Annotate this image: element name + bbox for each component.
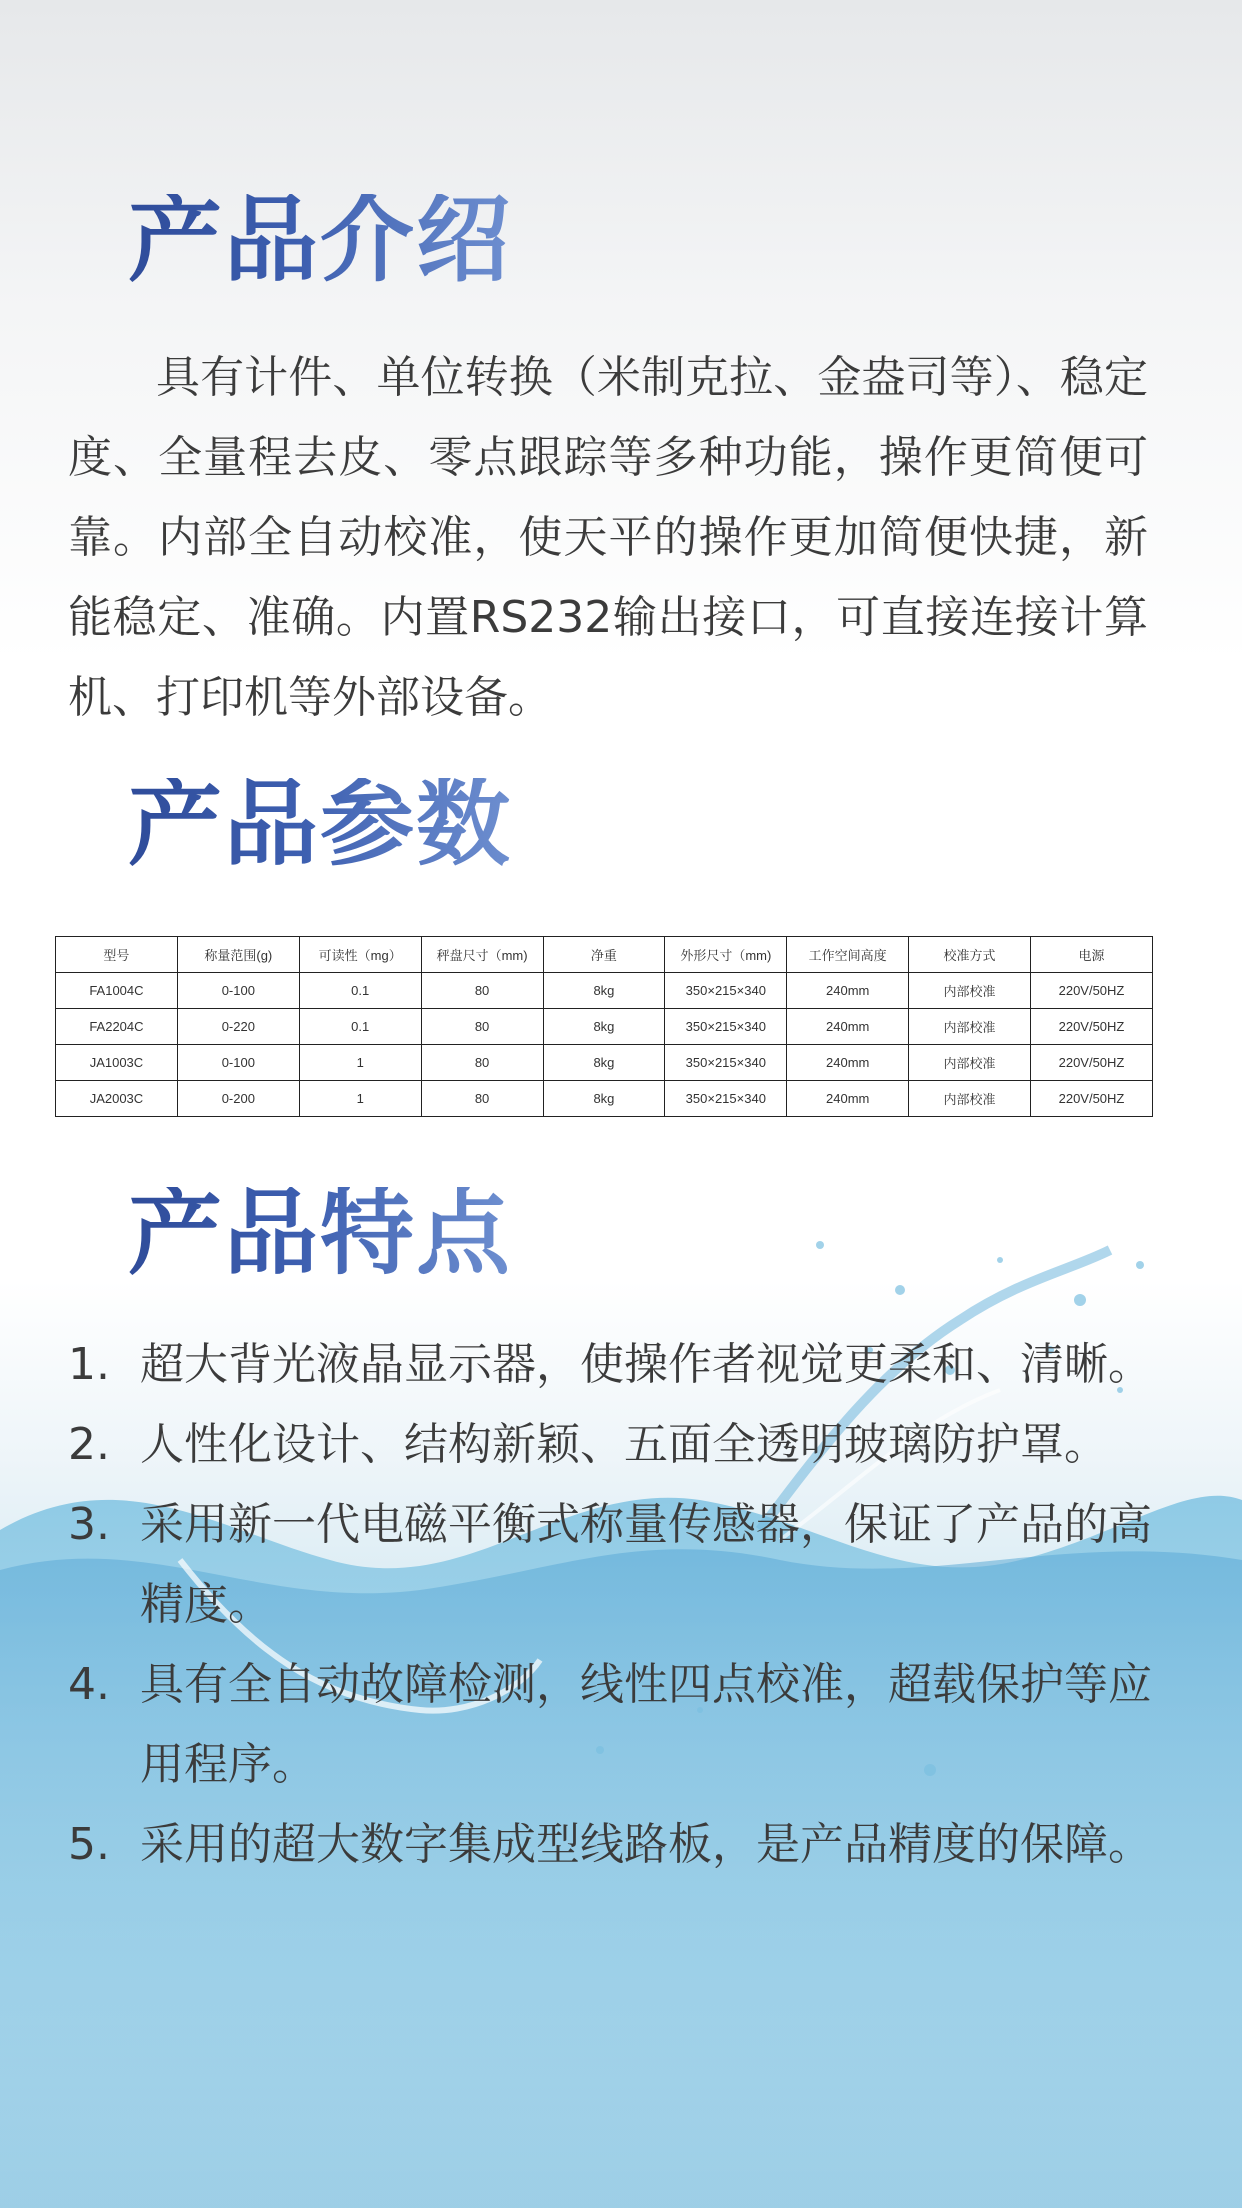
- header-readability: 可读性（mg）: [299, 937, 421, 973]
- list-item: [68, 1805, 1158, 1885]
- table-cell: JA2003C: [56, 1081, 178, 1117]
- list-item-number: 5.: [68, 1819, 110, 1870]
- header-dimensions: 外形尺寸（mm): [665, 937, 787, 973]
- table-cell: 350×215×340: [665, 1081, 787, 1117]
- table-cell: 80: [421, 1045, 543, 1081]
- list-item: [68, 1405, 1158, 1485]
- table-row: [56, 1045, 1153, 1081]
- table-cell: 8kg: [543, 1081, 665, 1117]
- table-cell: 内部校准: [909, 1045, 1031, 1081]
- table-cell: 220V/50HZ: [1031, 1045, 1153, 1081]
- list-item-text: 采用新一代电磁平衡式称量传感器，保证了产品的高精度。: [140, 1499, 1152, 1630]
- table-cell: 350×215×340: [665, 1045, 787, 1081]
- list-item-number: 2.: [68, 1419, 110, 1470]
- table-row: [56, 973, 1153, 1009]
- table-cell: 内部校准: [909, 1081, 1031, 1117]
- list-item-number: 1.: [68, 1339, 110, 1390]
- table-cell: 240mm: [787, 1045, 909, 1081]
- section-title-intro: 产品介绍: [128, 186, 513, 295]
- table-cell: 0-100: [177, 1045, 299, 1081]
- table-cell: 220V/50HZ: [1031, 1009, 1153, 1045]
- section-title-params: 产品参数: [128, 770, 513, 879]
- table-cell: 220V/50HZ: [1031, 973, 1153, 1009]
- header-net-weight: 净重: [543, 937, 665, 973]
- list-item-text: 具有全自动故障检测，线性四点校准，超载保护等应用程序。: [140, 1659, 1152, 1790]
- table-cell: 0-200: [177, 1081, 299, 1117]
- table-cell: FA1004C: [56, 973, 178, 1009]
- list-item: [68, 1485, 1158, 1645]
- table-cell: 0-100: [177, 973, 299, 1009]
- table-header-row: [56, 937, 1153, 973]
- table-cell: 240mm: [787, 1081, 909, 1117]
- intro-paragraph: 具有计件、单位转换（米制克拉、金盎司等）、稳定度、全量程去皮、零点跟踪等多种功能，操作更简便可靠。内部全自动校准，使天平的操作更加简便快捷，新能稳定、准确。内置RS232输出接口，可直接连接计算机、打印机等外部设备。: [68, 352, 1148, 723]
- list-item-number: 4.: [68, 1659, 110, 1710]
- list-item-number: 3.: [68, 1499, 110, 1550]
- list-item-text: 超大背光液晶显示器，使操作者视觉更柔和、清晰。: [140, 1339, 1152, 1390]
- table-cell: 240mm: [787, 973, 909, 1009]
- table-cell: 80: [421, 973, 543, 1009]
- header-calibration: 校准方式: [909, 937, 1031, 973]
- table-cell: 240mm: [787, 1009, 909, 1045]
- table-cell: 350×215×340: [665, 1009, 787, 1045]
- table-cell: 内部校准: [909, 1009, 1031, 1045]
- spec-table: [55, 936, 1153, 1117]
- header-range: 称量范围(g): [177, 937, 299, 973]
- header-pan-size: 秤盘尺寸（mm): [421, 937, 543, 973]
- list-item: [68, 1645, 1158, 1805]
- table-cell: 80: [421, 1081, 543, 1117]
- list-item: [68, 1325, 1158, 1405]
- section-title-features: 产品特点: [128, 1179, 513, 1288]
- table-cell: 8kg: [543, 973, 665, 1009]
- table-cell: 内部校准: [909, 973, 1031, 1009]
- table-cell: 350×215×340: [665, 973, 787, 1009]
- table-cell: 1: [299, 1045, 421, 1081]
- header-power: 电源: [1031, 937, 1153, 973]
- table-cell: 220V/50HZ: [1031, 1081, 1153, 1117]
- table-cell: FA2204C: [56, 1009, 178, 1045]
- list-item-text: 人性化设计、结构新颖、五面全透明玻璃防护罩。: [140, 1419, 1108, 1470]
- table-cell: 0.1: [299, 1009, 421, 1045]
- header-model: 型号: [56, 937, 178, 973]
- header-work-height: 工作空间高度: [787, 937, 909, 973]
- table-cell: 1: [299, 1081, 421, 1117]
- table-row: [56, 1081, 1153, 1117]
- table-cell: 8kg: [543, 1009, 665, 1045]
- table-cell: 80: [421, 1009, 543, 1045]
- table-cell: 0.1: [299, 973, 421, 1009]
- feature-list: [68, 1325, 1158, 1885]
- table-cell: JA1003C: [56, 1045, 178, 1081]
- list-item-text: 采用的超大数字集成型线路板，是产品精度的保障。: [140, 1819, 1152, 1870]
- table-cell: 8kg: [543, 1045, 665, 1081]
- table-row: [56, 1009, 1153, 1045]
- table-cell: 0-220: [177, 1009, 299, 1045]
